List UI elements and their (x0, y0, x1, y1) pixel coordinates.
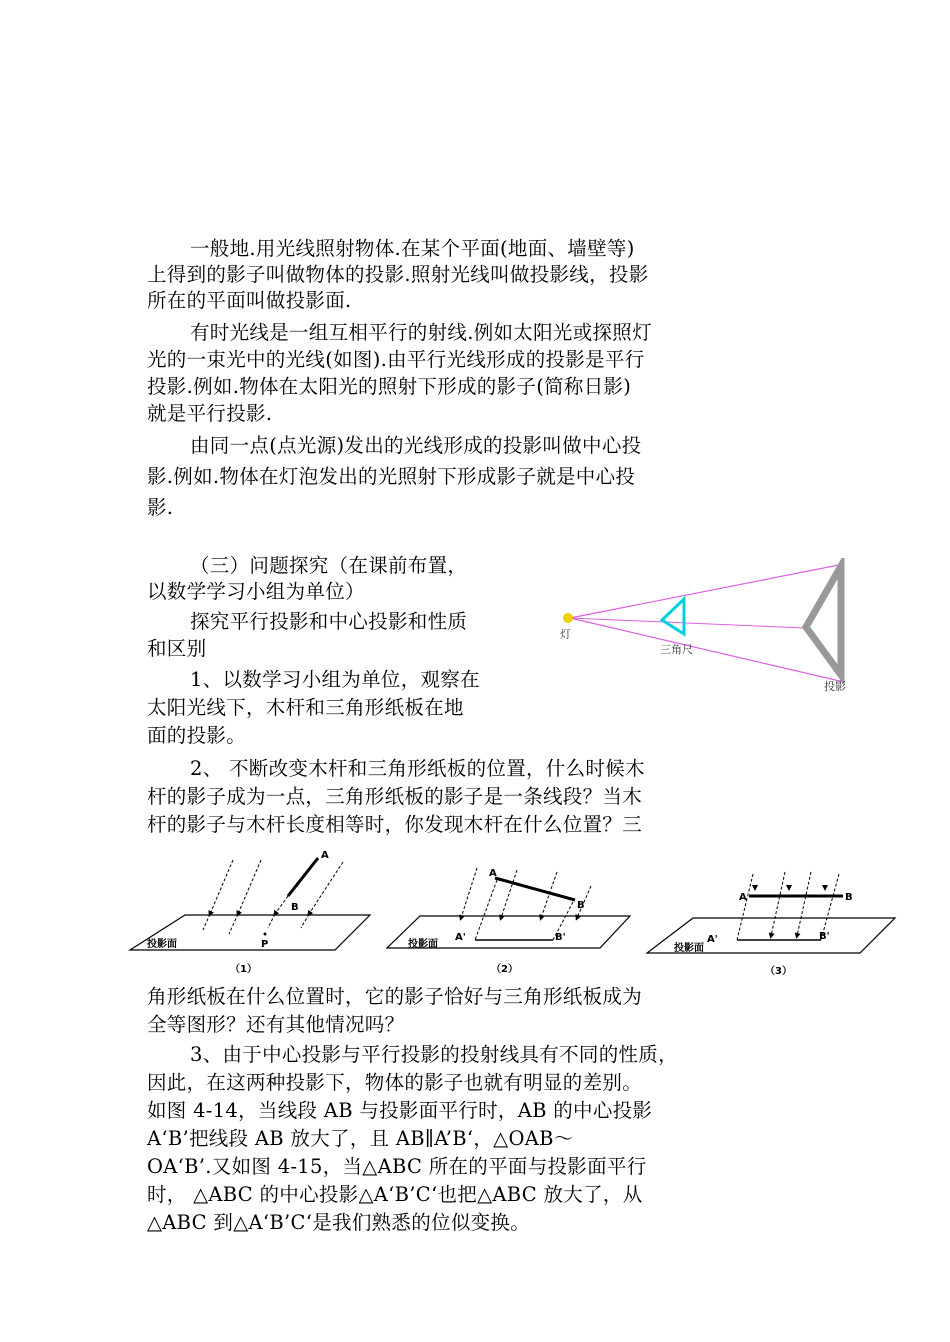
label-p: P (261, 939, 269, 950)
text-line: 全等图形？还有其他情况吗？ (147, 1013, 405, 1036)
triangle-ruler-shape (662, 599, 684, 634)
figure-2 (387, 868, 630, 975)
text-line: 3、由于中心投影与平行投影的投射线具有不同的性质， (190, 1043, 678, 1066)
text-line: 影. (147, 496, 174, 519)
text-line: 一般地.用光线照射物体.在某个平面(地面、墙壁等) (190, 237, 635, 260)
label-b-prime: B' (555, 932, 566, 943)
text-line: 所在的平面叫做投影面. (147, 289, 352, 312)
lamp-icon (563, 613, 573, 623)
text-line: 光的一束光中的光线(如图).由平行光线形成的投影是平行 (147, 348, 645, 371)
text-line: 2、 不断改变木杆和三角形纸板的位置，什么时候木 (190, 757, 645, 780)
figure-caption: （1） (230, 964, 257, 975)
label-a: A (489, 868, 497, 879)
text-line: 1、以数学习小组为单位，观察在 (190, 668, 480, 691)
label-a-prime: A' (455, 932, 466, 943)
parallel-projection-figures (125, 848, 900, 978)
text-line: 探究平行投影和中心投影和性质 (190, 610, 468, 633)
text-line: 影.例如.物体在灯泡发出的光照射下形成影子就是中心投 (147, 465, 636, 488)
text-line: 面的投影。 (147, 724, 247, 747)
text-line: 投影.例如.物体在太阳光的照射下形成的影子(简称日影) (147, 375, 632, 398)
plane-label: 投影面 (147, 939, 177, 950)
text-line: 就是平行投影. (147, 402, 273, 425)
figure-caption: （3） (765, 966, 792, 977)
text-line: 杆的影子与木杆长度相等时，你发现木杆在什么位置？三 (147, 813, 643, 836)
label-b: B (845, 892, 853, 903)
text-line: 角形纸板在什么位置时，它的影子恰好与三角形纸板成为 (147, 985, 643, 1008)
triangle-label: 三角尺 (660, 643, 693, 656)
plane-label: 投影面 (408, 939, 438, 950)
section-heading: 以数学学习小组为单位） (147, 580, 365, 603)
text-line: 太阳光线下，木杆和三角形纸板在地 (147, 696, 464, 719)
text-line: A‘B’把线段 AB 放大了，且 AB∥A’B‘，△OAB～ (147, 1127, 574, 1150)
text-line: 由同一点(点光源)发出的光线形成的投影叫做中心投 (190, 434, 642, 457)
label-b: B (291, 902, 299, 913)
label-b-prime: B' (819, 931, 830, 942)
label-a: A (739, 892, 747, 903)
projection-label: 投影 (824, 680, 846, 693)
lamp-label: 灯 (560, 628, 571, 641)
text-line: 和区别 (147, 637, 207, 660)
central-projection-figure (556, 558, 860, 696)
section-heading: （三）问题探究（在课前布置， (190, 554, 468, 577)
text-line: △ABC 到△A‘B’C‘是我们熟悉的位似变换。 (147, 1211, 531, 1234)
figure-caption: （2） (491, 964, 518, 975)
text-line: 上得到的影子叫做物体的投影.照射光线叫做投影线，投影 (147, 263, 649, 286)
figure-3 (647, 872, 895, 977)
text-line: 因此，在这两种投影下，物体的影子也就有明显的差别。 (147, 1071, 643, 1094)
text-line: 如图 4-14，当线段 AB 与投影面平行时，AB 的中心投影 (147, 1099, 653, 1122)
text-line: 时， △ABC 的中心投影△A‘B’C‘也把△ABC 放大了，从 (147, 1183, 643, 1206)
label-b: B (577, 900, 585, 911)
label-a: A (321, 850, 329, 861)
text-line: OA‘B’.又如图 4-15，当△ABC 所在的平面与投影面平行 (147, 1155, 647, 1178)
text-line: 杆的影子成为一点，三角形纸板的影子是一条线段？当木 (147, 785, 643, 808)
segment-ab (495, 878, 575, 900)
label-a-prime: A' (707, 934, 718, 945)
shadow-triangle-shape (806, 566, 841, 675)
segment-ab (288, 858, 318, 896)
light-rays (570, 564, 844, 682)
plane-label: 投影面 (674, 943, 704, 954)
figure-1 (130, 850, 370, 975)
text-line: 有时光线是一组互相平行的射线.例如太阳光或探照灯 (190, 321, 652, 344)
